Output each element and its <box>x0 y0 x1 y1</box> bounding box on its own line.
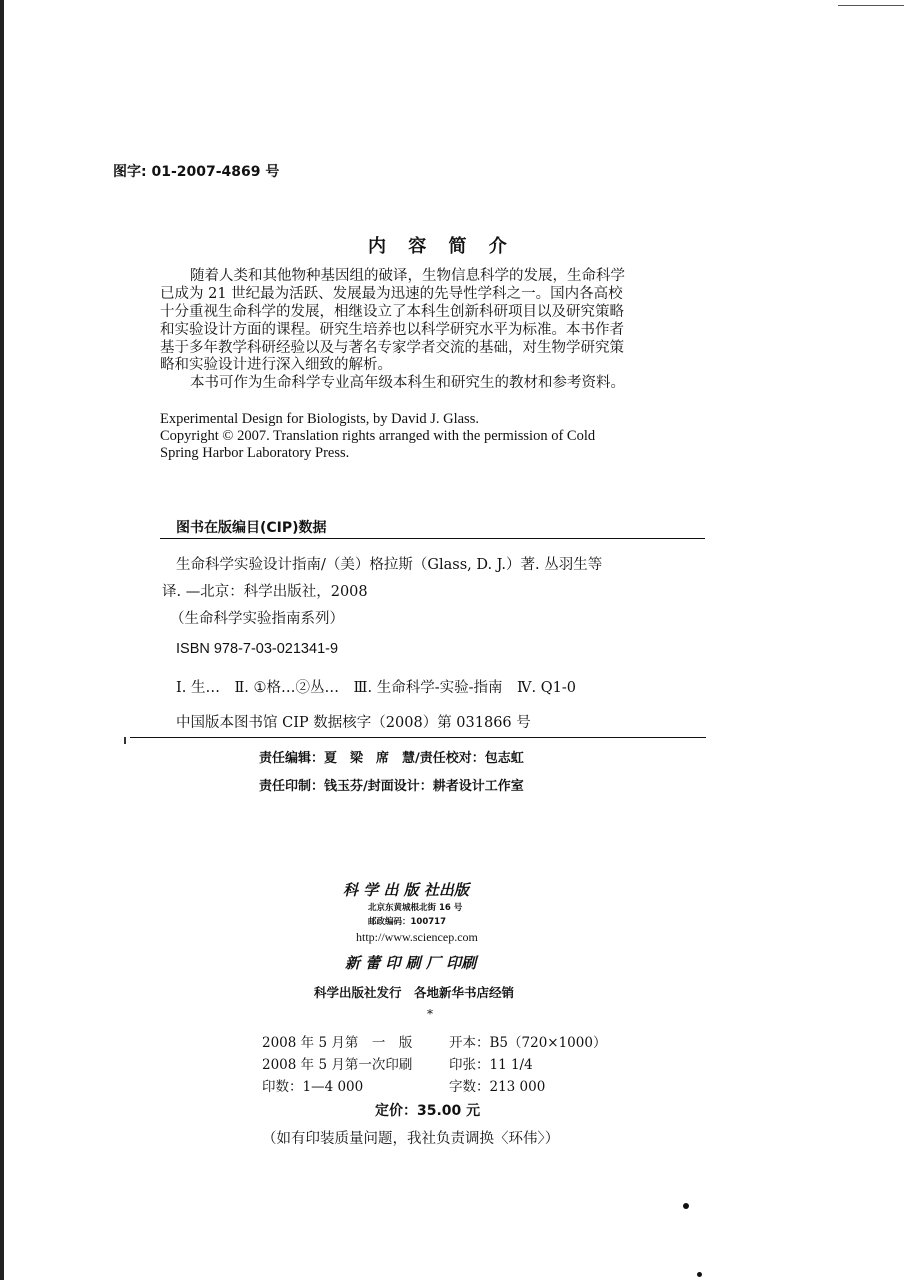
cip-heading: 图书在版编目(CIP)数据 <box>176 520 327 536</box>
summary-line: 和实验设计方面的课程。研究生培养也以科学研究水平为标准。本书作者 <box>160 322 624 338</box>
price: 定价：35.00 元 <box>375 1103 481 1119</box>
cip-bottom-rule <box>130 737 706 738</box>
copyright-line: Spring Harbor Laboratory Press. <box>160 445 350 461</box>
summary-line: 随着人类和其他物种基因组的破译，生物信息科学的发展，生命科学 <box>190 268 625 284</box>
cip-verification: 中国版本图书馆 CIP 数据核字（2008）第 031866 号 <box>176 715 531 731</box>
scan-speck <box>697 1272 702 1277</box>
credits-production: 责任印制：钱玉芬/封面设计：耕者设计工作室 <box>259 779 524 794</box>
imprint-format: 开本：B5（720×1000） <box>449 1035 607 1051</box>
summary-line: 十分重视生命科学的发展，相继设立了本科生创新科研项目以及研究策略 <box>160 304 624 320</box>
imprint-copies: 印数：1—4 000 <box>262 1079 364 1095</box>
distribution: 科学出版社发行 各地新华书店经销 <box>314 985 515 1000</box>
scan-speck <box>683 1203 689 1209</box>
cip-series: （生命科学实验指南系列） <box>170 611 344 627</box>
printer-name: 新 蕾 印 刷 厂 印刷 <box>345 954 477 972</box>
summary-line: 略和实验设计进行深入细致的解析。 <box>160 357 392 373</box>
cip-title-line: 译. —北京：科学出版社，2008 <box>162 584 368 600</box>
publisher-url: http://www.sciencep.com <box>356 930 478 944</box>
scan-left-edge <box>0 0 4 1280</box>
summary-audience: 本书可作为生命科学专业高年级本科生和研究生的教材和参考资料。 <box>190 375 625 391</box>
copyright-line: Experimental Design for Biologists, by David J. Glass. <box>160 411 479 427</box>
imprint-printing: 2008 年 5 月第一次印刷 <box>262 1057 413 1073</box>
license-number: 图字: 01-2007-4869 号 <box>113 164 280 180</box>
cip-classification: Ⅰ. 生… Ⅱ. ①格…②丛… Ⅲ. 生命科学-实验-指南 Ⅳ. Q1-0 <box>176 680 576 696</box>
imprint-word-count: 字数：213 000 <box>449 1079 546 1095</box>
publisher-address: 北京东黄城根北街 16 号 <box>368 903 463 913</box>
summary-line: 基于多年教学科研经验以及与著名专家学者交流的基础，对生物学研究策 <box>160 340 624 356</box>
cip-title-line: 生命科学实验设计指南/（美）格拉斯（Glass, D. J.）著. 丛羽生等 <box>176 557 603 573</box>
summary-line: 已成为 21 世纪最为活跃、发展最为迅速的先导性学科之一。国内各高校 <box>160 286 623 302</box>
cip-isbn: ISBN 978-7-03-021341-9 <box>176 641 339 657</box>
credits-editors: 责任编辑：夏 梁 席 慧/责任校对：包志虹 <box>259 751 524 766</box>
scan-top-rule <box>838 5 904 6</box>
quality-notice: （如有印装质量问题，我社负责调换〈环伟〉） <box>262 1131 560 1147</box>
separator-star: * <box>427 1007 433 1021</box>
cip-top-rule <box>160 538 705 539</box>
copyright-line: Copyright © 2007. Translation rights arranged with the permission of Cold <box>160 428 596 444</box>
imprint-edition: 2008 年 5 月第 一 版 <box>262 1035 413 1051</box>
imprint-sheets: 印张：11 1/4 <box>449 1057 533 1073</box>
scan-speck <box>124 737 126 744</box>
publisher-name: 科 学 出 版 社出版 <box>343 881 469 899</box>
publisher-postcode: 邮政编码：100717 <box>368 917 446 927</box>
summary-heading: 内 容 简 介 <box>368 236 515 257</box>
